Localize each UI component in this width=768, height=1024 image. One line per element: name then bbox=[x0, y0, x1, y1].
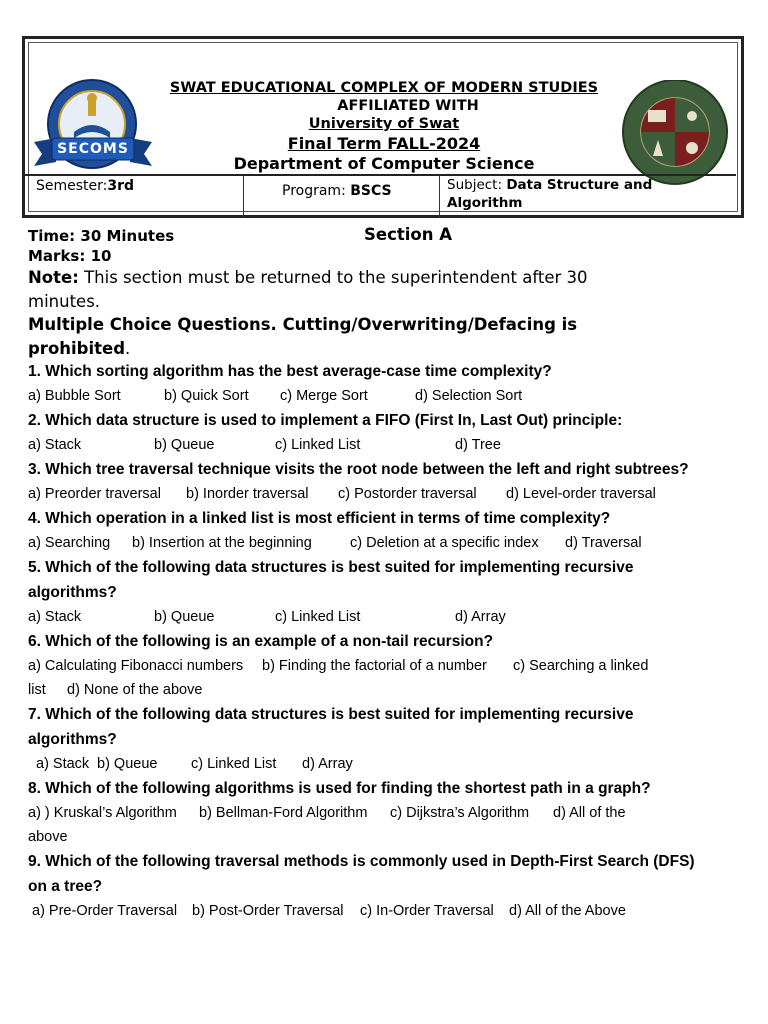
question-5-option: d) Array bbox=[455, 609, 506, 625]
question-4-option: a) Searching bbox=[28, 535, 111, 551]
department-name: Department of Computer Science bbox=[233, 154, 535, 173]
exam-time: Time: 30 Minutes bbox=[28, 227, 175, 245]
question-8-option: above bbox=[28, 829, 68, 845]
question-8-option: c) Dijkstra’s Algorithm bbox=[390, 805, 530, 821]
question-5-option: a) Stack bbox=[28, 609, 82, 625]
question-9-option: d) All of the Above bbox=[509, 903, 626, 919]
question-9-option: c) In-Order Traversal bbox=[360, 903, 494, 919]
question-1-option: a) Bubble Sort bbox=[28, 388, 121, 404]
question-3-option: a) Preorder traversal bbox=[28, 486, 161, 502]
program-value: BSCS bbox=[350, 183, 392, 199]
question-1-text: 1. Which sorting algorithm has the best average-case time complexity? bbox=[28, 363, 552, 380]
question-9-option: b) Post-Order Traversal bbox=[192, 903, 344, 919]
question-8-option: a) ) Kruskal’s Algorithm bbox=[28, 805, 177, 821]
question-6-option: b) Finding the factorial of a number bbox=[262, 658, 487, 674]
note-text-line2: minutes. bbox=[28, 292, 101, 311]
question-1-option: d) Selection Sort bbox=[415, 388, 523, 404]
mcq-instructions bbox=[28, 339, 130, 358]
exam-info-row bbox=[24, 174, 736, 218]
question-7-text: 7. Which of the following data structures is best suited for implementing recursive bbox=[28, 706, 634, 723]
question-6-option: d) None of the above bbox=[67, 682, 203, 698]
question-1-option: b) Quick Sort bbox=[164, 388, 249, 404]
note-text-line1: This section must be returned to the superintendent after 30 bbox=[78, 268, 588, 287]
mcq-instructions-line2: prohibited bbox=[28, 339, 126, 358]
question-6-option: list bbox=[28, 682, 46, 698]
question-4-option: c) Deletion at a specific index bbox=[350, 535, 539, 551]
question-5-option: b) Queue bbox=[154, 609, 215, 625]
semester-label: Semester: bbox=[36, 178, 108, 194]
subject-value-line1: Data Structure and bbox=[506, 177, 653, 193]
question-3-text: 3. Which tree traversal technique visits the root node between the left and right subtrees? bbox=[28, 461, 689, 478]
question-7-option: d) Array bbox=[302, 756, 353, 772]
secoms-logo bbox=[30, 78, 156, 176]
question-9-option: a) Pre-Order Traversal bbox=[32, 903, 178, 919]
question-6-option: c) Searching a linked bbox=[513, 658, 649, 674]
subject-label: Subject: bbox=[447, 177, 507, 193]
question-5-text: algorithms? bbox=[28, 584, 117, 601]
program-label: Program: bbox=[282, 183, 351, 199]
secoms-logo-text: SECOMS bbox=[57, 141, 129, 157]
question-2-option: a) Stack bbox=[28, 437, 82, 453]
question-1-option: c) Merge Sort bbox=[280, 388, 368, 404]
university-name: University of Swat bbox=[308, 116, 460, 132]
section-title: Section A bbox=[364, 225, 452, 244]
question-2-option: b) Queue bbox=[154, 437, 215, 453]
question-3-option: c) Postorder traversal bbox=[338, 486, 477, 502]
exam-marks: Marks: 10 bbox=[28, 247, 112, 265]
affiliated-with: AFFILIATED WITH bbox=[337, 98, 479, 114]
question-7-text: algorithms? bbox=[28, 731, 117, 748]
question-5-option: c) Linked List bbox=[275, 609, 361, 625]
note-label: Note: bbox=[28, 268, 79, 287]
question-3-option: b) Inorder traversal bbox=[186, 486, 309, 502]
subject-value-line2: Algorithm bbox=[447, 195, 523, 211]
semester-cell bbox=[24, 176, 244, 218]
question-8-option: b) Bellman-Ford Algorithm bbox=[199, 805, 368, 821]
question-7-option: b) Queue bbox=[97, 756, 158, 772]
question-8-option: d) All of the bbox=[553, 805, 626, 821]
question-6-text: 6. Which of the following is an example of a non-tail recursion? bbox=[28, 633, 494, 650]
question-9-text: 9. Which of the following traversal methods is commonly used in Depth-First Search (DFS) bbox=[28, 853, 695, 870]
question-2-option: c) Linked List bbox=[275, 437, 361, 453]
question-4-option: d) Traversal bbox=[565, 535, 642, 551]
question-4-option: b) Insertion at the beginning bbox=[132, 535, 312, 551]
exam-term: Final Term FALL-2024 bbox=[287, 134, 481, 153]
question-5-text: 5. Which of the following data structures is best suited for implementing recursive bbox=[28, 559, 634, 576]
question-6-option: a) Calculating Fibonacci numbers bbox=[28, 658, 244, 674]
question-9-text: on a tree? bbox=[28, 878, 103, 895]
question-3-option: d) Level-order traversal bbox=[506, 486, 656, 502]
institution-name: SWAT EDUCATIONAL COMPLEX OF MODERN STUDIES bbox=[169, 80, 599, 96]
question-8-text: 8. Which of the following algorithms is used for finding the shortest path in a graph? bbox=[28, 780, 651, 797]
question-2-text: 2. Which data structure is used to implement a FIFO (First In, Last Out) principle: bbox=[28, 412, 623, 429]
semester-value: 3rd bbox=[107, 178, 135, 194]
question-7-option: c) Linked List bbox=[191, 756, 277, 772]
question-7-option: a) Stack bbox=[36, 756, 90, 772]
question-4-text: 4. Which operation in a linked list is most efficient in terms of time complexity? bbox=[28, 510, 611, 527]
mcq-instructions-period: . bbox=[125, 339, 131, 358]
subject-cell bbox=[440, 176, 736, 218]
note bbox=[28, 268, 588, 287]
program-cell bbox=[244, 176, 440, 218]
question-2-option: d) Tree bbox=[455, 437, 501, 453]
mcq-instructions-line1: Multiple Choice Questions. Cutting/Overwriting/Defacing is bbox=[28, 315, 578, 334]
